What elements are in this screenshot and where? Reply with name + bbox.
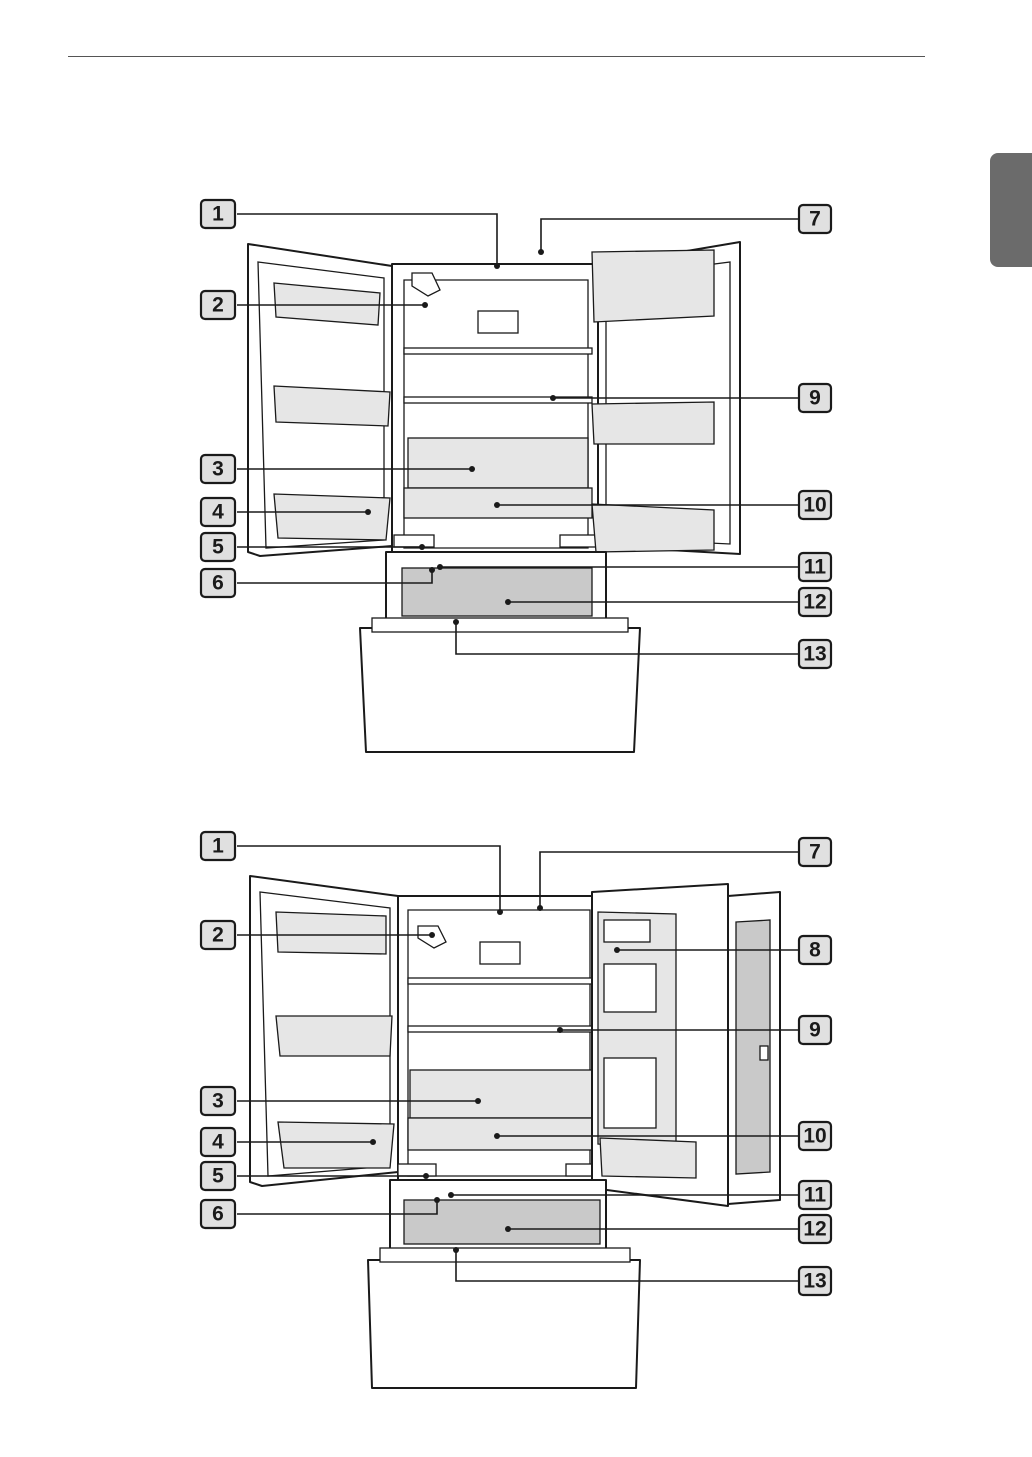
callout-number: 3 <box>212 457 224 481</box>
callout-badge-7 <box>799 205 831 233</box>
callout-badge-6 <box>201 569 235 597</box>
refrigerator-diagram-bottom <box>0 825 1032 1395</box>
callout-number: 11 <box>803 1183 827 1207</box>
callout-badge-11 <box>799 553 831 581</box>
callout-number: 7 <box>809 840 821 864</box>
callout-number: 6 <box>212 1202 224 1226</box>
callout-number: 8 <box>809 938 821 962</box>
callout-badge-13 <box>799 640 831 668</box>
callout-number: 4 <box>212 500 224 524</box>
callout-number: 7 <box>809 207 821 231</box>
callout-number: 11 <box>803 555 827 579</box>
refrigerator-illustration <box>248 242 740 752</box>
callout-number: 13 <box>803 1269 827 1293</box>
callout-number: 12 <box>803 590 827 614</box>
callout-badge-10 <box>799 1122 831 1150</box>
callout-badges-left <box>201 832 235 1228</box>
refrigerator-illustration <box>250 876 780 1388</box>
callout-badge-13 <box>799 1267 831 1295</box>
callout-badge-12 <box>799 588 831 616</box>
callout-number: 5 <box>212 1164 224 1188</box>
refrigerator-diagram-top <box>0 190 1032 770</box>
callout-number: 1 <box>212 834 224 858</box>
callout-badge-1 <box>201 200 235 228</box>
callout-number: 4 <box>212 1130 224 1154</box>
callout-number: 10 <box>803 1124 827 1148</box>
callout-badge-4 <box>201 498 235 526</box>
callout-badge-5 <box>201 533 235 561</box>
callout-number: 9 <box>809 386 821 410</box>
callout-badge-3 <box>201 1087 235 1115</box>
callout-number: 1 <box>212 202 224 226</box>
callout-badge-2 <box>201 291 235 319</box>
callout-badges-right <box>799 838 831 1295</box>
header-rule <box>68 56 925 57</box>
callout-number: 10 <box>803 493 827 517</box>
callout-number: 5 <box>212 535 224 559</box>
callout-number: 3 <box>212 1089 224 1113</box>
callout-badge-4 <box>201 1128 235 1156</box>
callout-badge-6 <box>201 1200 235 1228</box>
callout-number: 13 <box>803 642 827 666</box>
callout-badge-1 <box>201 832 235 860</box>
callout-badge-9 <box>799 1016 831 1044</box>
callout-badge-8 <box>799 936 831 964</box>
callout-number: 2 <box>212 293 224 317</box>
callout-number: 12 <box>803 1217 827 1241</box>
callout-badges-right <box>799 205 831 668</box>
callout-number: 2 <box>212 923 224 947</box>
callout-badge-11 <box>799 1181 831 1209</box>
callout-badge-12 <box>799 1215 831 1243</box>
callout-number: 9 <box>809 1018 821 1042</box>
callout-badge-3 <box>201 455 235 483</box>
callout-badge-10 <box>799 491 831 519</box>
callout-badge-2 <box>201 921 235 949</box>
callout-badges-left <box>201 200 235 597</box>
callout-number: 6 <box>212 571 224 595</box>
callout-badge-7 <box>799 838 831 866</box>
callout-badge-5 <box>201 1162 235 1190</box>
callout-badge-9 <box>799 384 831 412</box>
